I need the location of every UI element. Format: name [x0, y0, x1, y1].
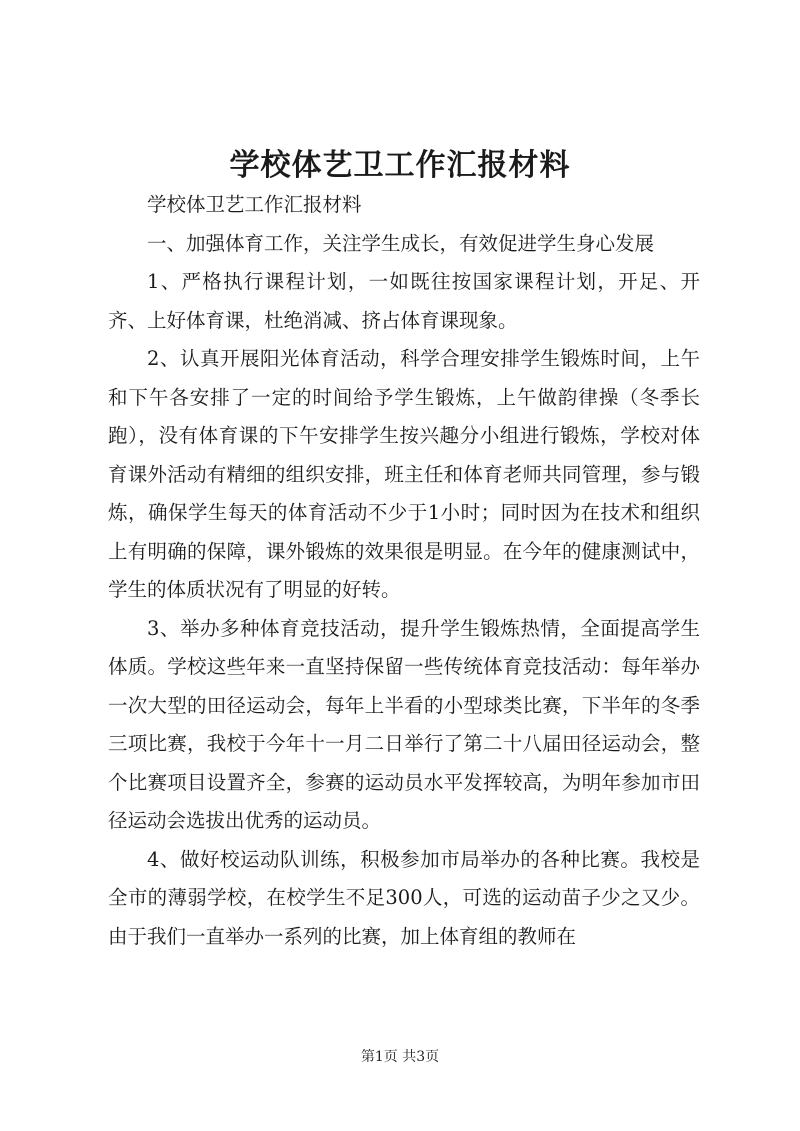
- document-body: [108, 186, 700, 956]
- paragraph-4: 4、做好校运动队训练，积极参加市局举办的各种比赛。我校是全市的薄弱学校，在校学生不足300人，可选的运动苗子少之又少。由于我们一直举办一系列的比赛，加上体育组的教师在: [108, 847, 700, 948]
- document-title: 学校体艺卫工作汇报材料: [229, 148, 571, 183]
- subtitle-paragraph: 学校体卫艺工作汇报材料: [147, 193, 362, 216]
- paragraph-3: 3、举办多种体育竞技活动，提升学生锻炼热情，全面提高学生体质。学校这些年来一直坚持保留一些传统体育竞技活动：每年举办一次大型的田径运动会，每年上半看的小型球类比赛，下半年的冬季三项比赛，我校于今年十一月二日举行了第二十八届田径运动会，整个比赛项目设置齐全，参赛的运动员水平发挥较高，为明年参加市田径运动会选拔出优秀的运动员。: [108, 616, 700, 832]
- section-heading: 一、加强体育工作，关注学生成长，有效促进学生身心发展: [147, 231, 655, 255]
- paragraph-2: 2、认真开展阳光体育活动，科学合理安排学生锻炼时间，上午和下午各安排了一定的时间给予学生锻炼，上午做韵律操（冬季长跑），没有体育课的下午安排学生按兴趣分小组进行锻炼，学校对体育课外活动有精细的组织安排，班主任和体育老师共同管理，参与锻炼，确保学生每天的体育活动不少于1小时；同时因为在技术和组织上有明确的保障，课外锻炼的效果很是明显。在今年的健康测试中，学生的体质状况有了明显的好转。: [108, 347, 700, 601]
- paragraph-1: 1、严格执行课程计划，一如既往按国家课程计划，开足、开齐、上好体育课，杜绝消减、挤占体育课现象。: [108, 270, 700, 332]
- page-footer: 第1页 共3页: [360, 1049, 440, 1065]
